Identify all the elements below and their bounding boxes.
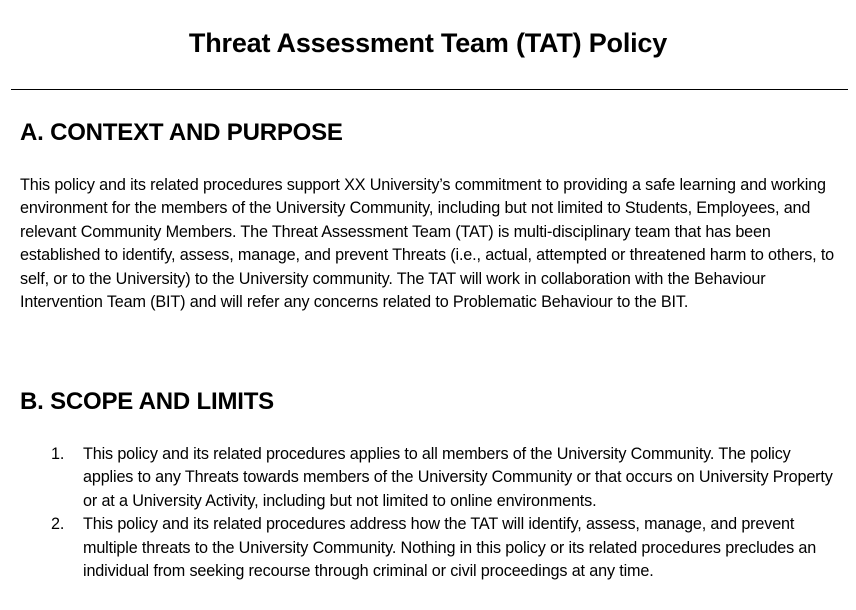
context-and-purpose-paragraph: This policy and its related procedures support XX University’s commitment to providing a safe learning and working environment for the members of the University Community, including but not limited to Students, Employees, and relevant Community Members. The Threat Assessment Team (TAT) is multi-disciplinary team that has been established to identify, assess, manage, and prevent Threats (i.e., actual, attempted or threatened harm to others, to self, or to the University) to the University community. The TAT will work in collaboration with the Behaviour Intervention Team (BIT) and will refer any concerns related to Problematic Behaviour to the BIT. xyxy=(20,176,835,312)
list-item xyxy=(20,513,842,583)
list-item-number: 1. xyxy=(51,445,65,463)
list-item-text: This policy and its related procedures address how the TAT will identify, assess, manage, and prevent multiple threats to the University Community. Nothing in this policy or its related procedures precludes an individual from seeking recourse through criminal or civil proceedings at any time. xyxy=(83,515,817,581)
list-item-number: 2. xyxy=(51,515,65,534)
document-title: Threat Assessment Team (TAT) Policy xyxy=(188,28,668,58)
section-heading-scope-and-limits: B. SCOPE AND LIMITS xyxy=(20,388,274,415)
section-heading-context-and-purpose: A. CONTEXT AND PURPOSE xyxy=(20,119,343,146)
list-item xyxy=(20,443,842,513)
title-divider xyxy=(11,89,848,90)
scope-and-limits-list xyxy=(20,443,842,583)
list-item-text: This policy and its related procedures applies to all members of the University Community. The policy applies to any Threats towards members of the University Community or that occurs on University Property or at a University Activity, including but not limited to online environments. xyxy=(83,445,833,510)
